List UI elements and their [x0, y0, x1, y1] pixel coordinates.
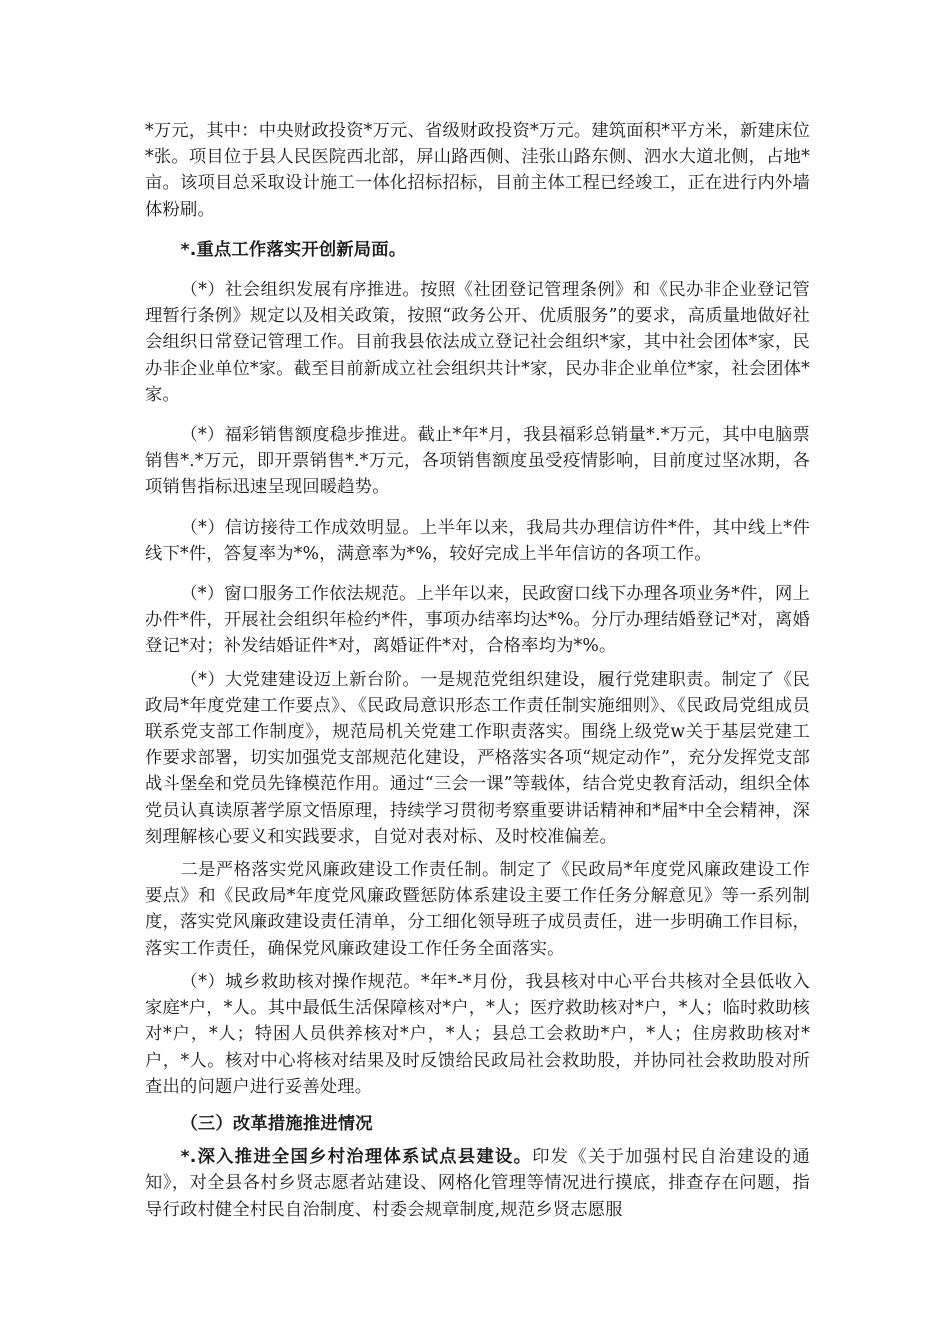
rural-governance-lead: *.深入推进全国乡村治理体系试点县建设。: [180, 1147, 533, 1168]
heading-reform-measures: （三）改革措施推进情况: [180, 1113, 373, 1134]
heading-key-work: *.重点工作落实开创新局面。: [180, 239, 407, 260]
document-page: [145, 118, 810, 1223]
paragraph-relief-verification: （*）城乡救助核对操作规范。*年*-*月份，我县核对中心平台共核对全县低收入家庭*户，*人。其中最低生活保障核对*户，*人；医疗救助核对*户，*人；临时救助核对*户，*人；特困人员供养核对*户，*人；县总工会救助*户，*人；住房救助核对*户，*人。核对中心将核对结果及时反馈给民政局社会救助股，并协同社会救助股对所查出的问题户进行妥善处理。: [145, 971, 810, 1097]
paragraph-project-overview: *万元，其中：中央财政投资*万元、省级财政投资*万元。建筑面积*平方米，新建床位*张。项目位于县人民医院西北部，屏山路西侧、洼张山路东侧、泗水大道北侧，占地*亩。该项目总采取设计施工一体化招标招标，目前主体工程已经竣工，正在进行内外墙体粉刷。: [145, 121, 810, 220]
paragraph-clean-governance: 二是严格落实党风廉政建设工作责任制。制定了《民政局*年度党风廉政建设工作要点》和《民政局*年度党风廉政暨惩防体系建设主要工作任务分解意见》等一系列制度，落实党风廉政建设责任清单，分工细化领导班子成员责任，进一步明确工作目标，落实工作责任，确保党风廉政建设工作任务全面落实。: [145, 860, 810, 959]
paragraph-petition-reception: （*）信访接待工作成效明显。上半年以来，我局共办理信访件*件，其中线上*件线下*件，答复率为*%，满意率为*%，较好完成上半年信访的各项工作。: [145, 517, 810, 564]
paragraph-window-service: （*）窗口服务工作依法规范。上半年以来，民政窗口线下办理各项业务*件，网上办件*件，开展社会组织年检约*件，事项办结率均达*%。分厅办理结婚登记*对，离婚登记*对；补发结婚证件*对，离婚证件*对，合格率均为*%。: [145, 584, 810, 657]
paragraph-rural-governance: [145, 1144, 810, 1223]
paragraph-party-building: （*）大党建建设迈上新台阶。一是规范党组织建设，履行党建职责。制定了《民政局*年度党建工作要点》、《民政局意识形态工作责任制实施细则》、《民政局党组成员联系党支部工作制度》，规范局机关党建工作职责落实。围绕上级党w关于基层党建工作要求部署，切实加强党支部规范化建设，严格落实各项“规定动作”，充分发挥党支部战斗堡垒和党员先锋模范作用。通过“三会一课”等载体，结合党史教育活动，组织全体党员认真读原著学原文悟原理，持续学习贯彻考察重要讲话精神和*届*中全会精神，深刻理解核心要义和实践要求，自觉对表对标、及时校准偏差。: [145, 669, 810, 847]
rural-governance-body: 印发《关于加强村民自治建设的通知》，对全县各村乡贤志愿者站建设、网格化管理等情况进行摸底，排查存在问题，指导行政村健全村民自治制度、村委会规章制度,规范乡贤志愿服: [145, 1147, 810, 1220]
paragraph-welfare-lottery: （*）福彩销售额度稳步推进。截止*年*月，我县福彩总销量*.*万元，其中电脑票销售*.*万元，即开票销售*.*万元，各项销售额度虽受疫情影响，目前度过坚冰期，各项销售指标迅速呈现回暖趋势。: [145, 425, 810, 498]
paragraph-social-organizations: （*）社会组织发展有序推进。按照《社团登记管理条例》和《民办非企业登记管理暂行条例》规定以及相关政策，按照“政务公开、优质服务”的要求，高质量地做好社会组织日常登记管理工作。目前我县依法成立登记社会组织*家，其中社会团体*家，民办非企业单位*家。截至目前新成立社会组织共计*家，民办非企业单位*家，社会团体*家。: [145, 280, 810, 405]
